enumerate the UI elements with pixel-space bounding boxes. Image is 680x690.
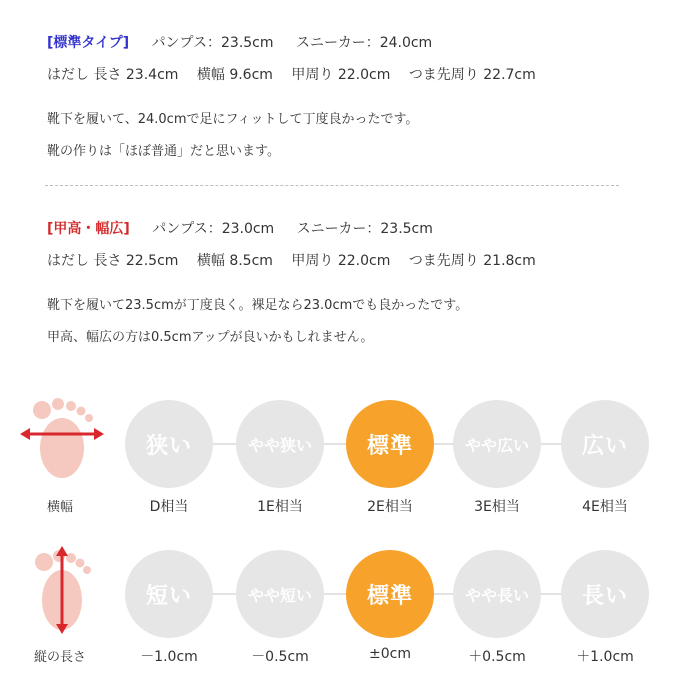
standard-toe: つま先周り 22.7cm — [408, 67, 536, 83]
width-sub-standard: 2E相当 — [367, 499, 413, 515]
standard-note-1: 靴下を履いて、24.0cmで足にフィットして丁度良かったです。 — [47, 112, 419, 127]
length-sub-slightly-long: ＋0.5cm — [468, 649, 526, 665]
wide-note-1: 靴下を履いて23.5cmが丁度良く。裸足なら23.0cmでも良かったです。 — [47, 298, 469, 313]
width-sub-slightly-wide: 3E相当 — [474, 499, 520, 515]
length-scale-label: 縦の長さ — [33, 650, 86, 665]
wide-sneaker: スニーカー：23.5cm — [296, 221, 433, 237]
foot-width-icon — [20, 396, 104, 486]
foot-length-icon — [20, 546, 104, 636]
width-sub-narrow: D相当 — [149, 499, 189, 515]
width-level-slightly-wide: やや広い — [453, 400, 541, 488]
width-level-wide: 広い — [561, 400, 649, 488]
standard-length: はだし 長さ 23.4cm — [47, 67, 179, 83]
standard-sizes — [47, 32, 432, 52]
wide-sizes — [47, 218, 433, 238]
wide-measurements — [47, 250, 536, 270]
width-level-slightly-narrow: やや狭い — [236, 400, 324, 488]
wide-instep: 甲周り 22.0cm — [291, 253, 391, 269]
standard-measurements — [47, 64, 536, 84]
length-level-slightly-short: やや短い — [236, 550, 324, 638]
standard-tag: [標準タイプ] — [47, 35, 130, 51]
wide-length: はだし 長さ 22.5cm — [47, 253, 179, 269]
width-level-narrow: 狭い — [125, 400, 213, 488]
length-sub-short: －1.0cm — [140, 649, 198, 665]
length-level-long: 長い — [561, 550, 649, 638]
width-level-standard: 標準 — [346, 400, 434, 488]
width-scale-label: 横幅 — [46, 500, 73, 515]
wide-note-2: 甲高、幅広の方は0.5cmアップが良いかもしれません。 — [47, 330, 374, 345]
length-scale — [0, 550, 680, 690]
length-level-short: 短い — [125, 550, 213, 638]
width-scale — [0, 400, 680, 540]
length-sub-long: ＋1.0cm — [576, 649, 634, 665]
wide-width: 横幅 8.5cm — [196, 253, 273, 269]
wide-tag: [甲高・幅広] — [47, 221, 130, 237]
standard-instep: 甲周り 22.0cm — [291, 67, 391, 83]
wide-pumps: パンプス：23.0cm — [152, 221, 275, 237]
width-sub-slightly-narrow: 1E相当 — [257, 499, 303, 515]
width-sub-wide: 4E相当 — [582, 499, 628, 515]
section-divider — [45, 185, 619, 186]
length-level-slightly-long: やや長い — [453, 550, 541, 638]
standard-pumps: パンプス：23.5cm — [151, 35, 274, 51]
length-sub-slightly-short: －0.5cm — [251, 649, 309, 665]
length-level-standard: 標準 — [346, 550, 434, 638]
standard-width: 横幅 9.6cm — [196, 67, 273, 83]
standard-sneaker: スニーカー：24.0cm — [295, 35, 433, 51]
length-sub-standard: ±0cm — [369, 646, 411, 662]
standard-note-2: 靴の作りは「ほぼ普通」だと思います。 — [47, 144, 280, 159]
wide-toe: つま先周り 21.8cm — [408, 253, 536, 269]
